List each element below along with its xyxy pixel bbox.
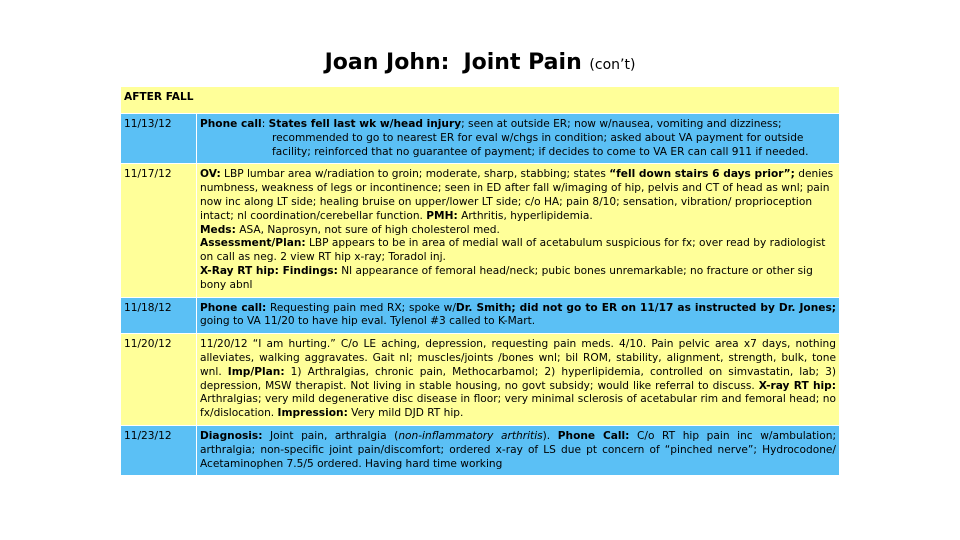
note-text: Joint pain, arthralgia ( xyxy=(262,429,399,442)
note-label: X-ray RT hip: xyxy=(758,379,836,392)
note-label: Phone call: xyxy=(200,301,267,314)
note-text: C/o RT hip pain inc w/ambulation; arthralgia; non-specific joint pain/discomfort; ordered x-ray of LS due pt concern of “pinched nerve”; Hydrocodone/ Acetaminophen 7.5/5 ordered. Having hard time working xyxy=(200,429,837,470)
note-text: Arthritis, hyperlipidemia. xyxy=(457,209,593,222)
note-indented-text: recommended to go to nearest ER for eval w/chgs in condition; asked about VA payment for outside facility; reinforced that no guarantee of payment; if decides to come to VA ER can call 911 if needed. xyxy=(272,131,809,158)
title-topic: Joint Pain xyxy=(463,50,582,75)
note-label: PMH: xyxy=(426,209,458,222)
table-row xyxy=(121,164,840,297)
xray-paragraph xyxy=(200,265,836,293)
entry-note xyxy=(197,297,840,334)
note-text: 11/20/12 “I am hurting.” C/o LE aching, depression, requesting pain meds. 4/10. Pain pelvic area x7 days, nothing alleviates, walking aggravates. Gait nl; muscles/joints /bones wnl; bil ROM, stability, alignment, strength, bulk, tone wnl. xyxy=(200,338,836,378)
note-text: Arthralgias; very mild degenerative disc disease in floor; very minimal sclerosis of acetabular rim and femoral head; no fx/dislocation. xyxy=(200,393,836,420)
entry-note xyxy=(197,114,840,164)
note-label: Phone call xyxy=(200,118,262,130)
note-text: 1) Arthralgias, chronic pain, Methocarbamol; 2) hyperlipidemia, controlled on simvastatin, lab; 3) depression, MSW therapist. Not living in stable housing, no govt subsidy; would like referral to discuss. xyxy=(200,365,836,392)
note-label: Impression: xyxy=(277,407,348,420)
note-text: going to VA 11/20 to have hip eval. Tylenol #3 called to K-Mart. xyxy=(200,315,536,328)
entry-date: 11/23/12 xyxy=(121,425,197,475)
note-label: Phone Call: xyxy=(557,429,630,442)
meds-paragraph xyxy=(200,224,836,238)
note-bold-text: States fell last wk w/head injury xyxy=(268,118,462,130)
note-text: LBP lumbar area w/radiation to groin; moderate, sharp, stabbing; states xyxy=(220,168,610,181)
note-label: Meds: xyxy=(200,223,236,236)
note-italic-text: non-inflammatory arthritis xyxy=(398,429,543,442)
patient-name: Joan John: xyxy=(324,50,450,75)
entry-date: 11/18/12 xyxy=(121,297,197,334)
section-header-row xyxy=(121,87,840,114)
entry-date: 11/17/12 xyxy=(121,164,197,297)
slide-title xyxy=(0,50,960,75)
note-label: X-Ray RT hip: xyxy=(200,264,279,277)
table-row xyxy=(121,114,840,164)
note-bold-text: Dr. Smith; did not go to ER on 11/17 as instructed by Dr. Jones; xyxy=(455,301,836,314)
note-text: denies numbness, weakness of legs or incontinence; seen in ED after fall w/imaging of hip, pelvis and CT of head as wnl; pain now inc along LT side; healing bruise on upper/lower LT side; c/o HA; pain 8/10; sensation, vibration/ proprioception intact; nl coordination/cerebellar function. xyxy=(200,168,834,222)
note-label: Findings: xyxy=(278,264,338,277)
note-bold-text: “fell down stairs 6 days prior”; xyxy=(609,168,795,181)
entry-note xyxy=(197,425,840,475)
entry-note xyxy=(197,164,840,297)
note-label: Assessment/Plan: xyxy=(200,237,306,250)
note-text: : xyxy=(261,118,269,130)
note-text: ; seen at outside ER; now w/nausea, vomiting and dizziness; xyxy=(461,118,782,130)
note-label: Diagnosis: xyxy=(200,429,263,442)
entry-date: 11/13/12 xyxy=(121,114,197,164)
entry-date: 11/20/12 xyxy=(121,334,197,426)
table-row xyxy=(121,334,840,426)
note-text: ). xyxy=(542,429,558,442)
ov-paragraph xyxy=(200,168,836,223)
note-label: Imp/Plan: xyxy=(227,365,285,378)
table-row xyxy=(121,425,840,475)
note-text: ASA, Naprosyn, not sure of high cholesterol med. xyxy=(235,223,500,236)
note-text: Very mild DJD RT hip. xyxy=(347,407,464,420)
section-header: AFTER FALL xyxy=(121,87,840,114)
entry-note xyxy=(197,334,840,426)
note-text: LBP appears to be in area of medial wall of acetabulum suspicious for fx; over read by radiologist on call as neg. 2 view RT hip x-ray; Toradol inj. xyxy=(200,237,826,264)
note-label: OV: xyxy=(200,168,221,181)
table-row xyxy=(121,297,840,334)
clinical-notes-table xyxy=(120,86,840,476)
note-text: Nl appearance of femoral head/neck; pubic bones unremarkable; no fracture or other sig bony abnl xyxy=(200,264,813,291)
title-suffix: (con’t) xyxy=(589,57,636,73)
note-text: Requesting pain med RX; spoke w/ xyxy=(266,301,456,314)
assessment-paragraph xyxy=(200,237,836,265)
